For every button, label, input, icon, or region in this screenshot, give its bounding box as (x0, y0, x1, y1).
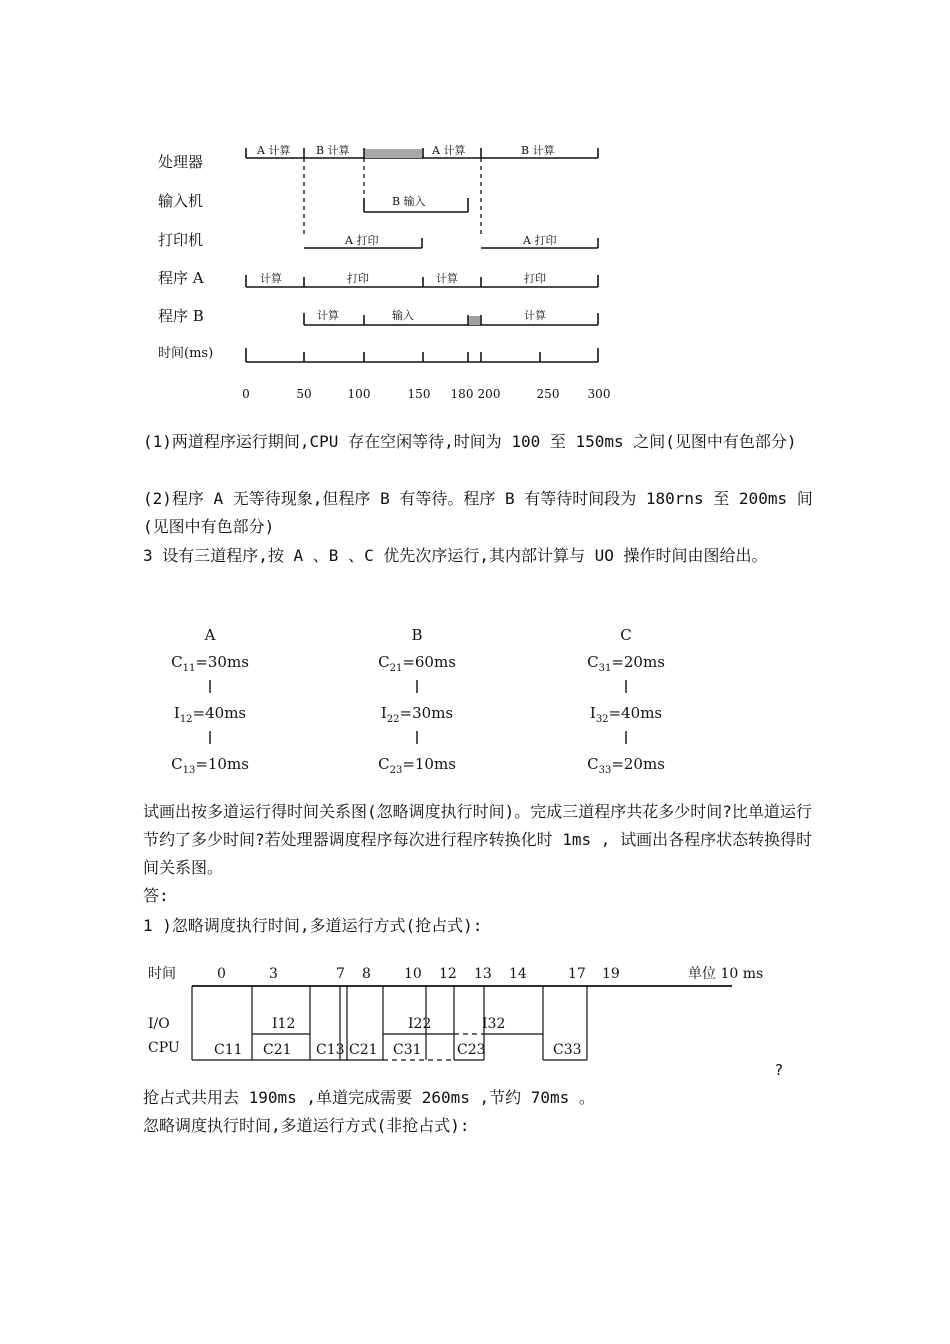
tick-label: 13 (474, 966, 492, 982)
program-c-step-2: $I_{32}=40ms$ (589, 704, 663, 725)
program-a-step-3: $C_{13}=10ms$ (171, 755, 249, 776)
tick-label: 3 (269, 966, 278, 982)
prog-b-seg-1: 计算 (317, 309, 339, 322)
printer-seg-a1: A 打印 (345, 234, 379, 247)
input-seg-b: B 输入 (392, 195, 426, 208)
tick-label: 7 (336, 966, 345, 982)
program-steps-figure (150, 618, 710, 786)
row-label-input: 输入机 (158, 192, 204, 210)
tick-label: 300 (587, 387, 611, 401)
tick-label: 0 (217, 966, 226, 982)
cpu-seg-c13: C13 (316, 1042, 345, 1058)
prog-a-seg-4: 打印 (524, 272, 546, 285)
tick-label: 100 (347, 387, 371, 401)
program-c-step-1: $C_{31}=20ms$ (587, 653, 665, 674)
cpu-seg-c21a: C21 (263, 1042, 292, 1058)
paragraph-4: 试画出按多道运行得时间关系图(忽略调度执行时间)。完成三道程序共花多少时间?比单道运行节约了多少时间?若处理器调度程序每次进行程序转换化时 1ms , 试画出各程序状态转换得时间关系图。 (143, 802, 813, 877)
tick-label: 200 (477, 387, 501, 401)
tick-label: 180 (450, 387, 474, 401)
io-seg-i22: I22 (408, 1016, 432, 1032)
cpu-seg-c21b: C21 (349, 1042, 378, 1058)
cpu-seg-c11: C11 (214, 1042, 243, 1058)
cpu-idle-shade (365, 149, 422, 158)
program-a-title: A (204, 626, 216, 644)
prog-b-seg-2: 输入 (392, 309, 414, 322)
cpu-seg-c31: C31 (393, 1042, 422, 1058)
tick-label: 12 (439, 966, 457, 982)
tick-label: 50 (296, 387, 312, 401)
program-b-wait-shade (469, 316, 480, 325)
io-row-label: I/O (148, 1016, 170, 1032)
tick-label: 250 (536, 387, 560, 401)
printer-seg-a2: A 打印 (523, 234, 557, 247)
unit-label: 单位 10 ms (688, 966, 764, 982)
row-label-program-b: 程序 B (158, 307, 204, 325)
tick-label: 150 (407, 387, 431, 401)
io-seg-i12: I12 (272, 1016, 296, 1032)
tick-label: 19 (602, 966, 620, 982)
cpu-row-label: CPU (148, 1040, 180, 1056)
tick-label: 10 (404, 966, 422, 982)
cpu-seg-c33: C33 (553, 1042, 582, 1058)
paragraph-5: 答: (143, 886, 169, 905)
program-c-step-3: $C_{33}=20ms$ (587, 755, 665, 776)
paragraph-2: (2)程序 A 无等待现象,但程序 B 有等待。程序 B 有等待时间段为 180rns 至 200ms 间(见图中有色部分) (143, 489, 813, 536)
paragraph-6: 1 )忽略调度执行时间,多道运行方式(抢占式): (143, 916, 483, 935)
prog-a-seg-2: 打印 (347, 272, 369, 285)
cpu-seg-c23: C23 (457, 1042, 486, 1058)
paragraph-3: 3 设有三道程序,按 A 、B 、C 优先次序运行,其内部计算与 UO 操作时间由图给出。 (143, 546, 768, 565)
cpu-seg-b1: B 计算 (316, 144, 350, 157)
program-b-title: B (411, 626, 423, 644)
prog-a-seg-1: 计算 (260, 272, 282, 285)
program-b-step-1: $C_{21}=60ms$ (378, 653, 456, 674)
program-b-step-3: $C_{23}=10ms$ (378, 755, 456, 776)
paragraph-8: 忽略调度执行时间,多道运行方式(非抢占式): (143, 1116, 470, 1135)
paragraph-7: 抢占式共用去 190ms ,单道完成需要 260ms ,节约 70ms 。 (143, 1088, 595, 1107)
program-c-title: C (620, 626, 632, 644)
row-label-program-a: 程序 A (158, 269, 204, 287)
program-b-step-2: $I_{22}=30ms$ (380, 704, 454, 725)
preemptive-timeline (140, 958, 780, 1068)
program-a-step-2: $I_{12}=40ms$ (173, 704, 247, 725)
io-seg-i32: I32 (482, 1016, 506, 1032)
program-a-step-1: $C_{11}=30ms$ (171, 653, 249, 674)
question-mark: ? (775, 1061, 783, 1079)
row-label-printer: 打印机 (158, 231, 204, 249)
cpu-seg-a1: A 计算 (257, 144, 291, 157)
time-label: 时间 (148, 966, 176, 982)
prog-a-seg-3: 计算 (436, 272, 458, 285)
tick-label: 14 (509, 966, 527, 982)
tick-label: 8 (362, 966, 371, 982)
prog-b-seg-3: 计算 (524, 309, 546, 322)
cpu-seg-b2: B 计算 (521, 144, 555, 157)
row-label-processor: 处理器 (158, 153, 204, 171)
cpu-seg-a2: A 计算 (432, 144, 466, 157)
paragraph-1: (1)两道程序运行期间,CPU 存在空闲等待,时间为 100 至 150ms 之间(见图中有色部分) (143, 432, 797, 451)
timing-diagram-two-programs (140, 130, 630, 415)
tick-label: 0 (242, 387, 250, 401)
tick-label: 17 (568, 966, 586, 982)
row-label-time: 时间(ms) (158, 346, 214, 361)
